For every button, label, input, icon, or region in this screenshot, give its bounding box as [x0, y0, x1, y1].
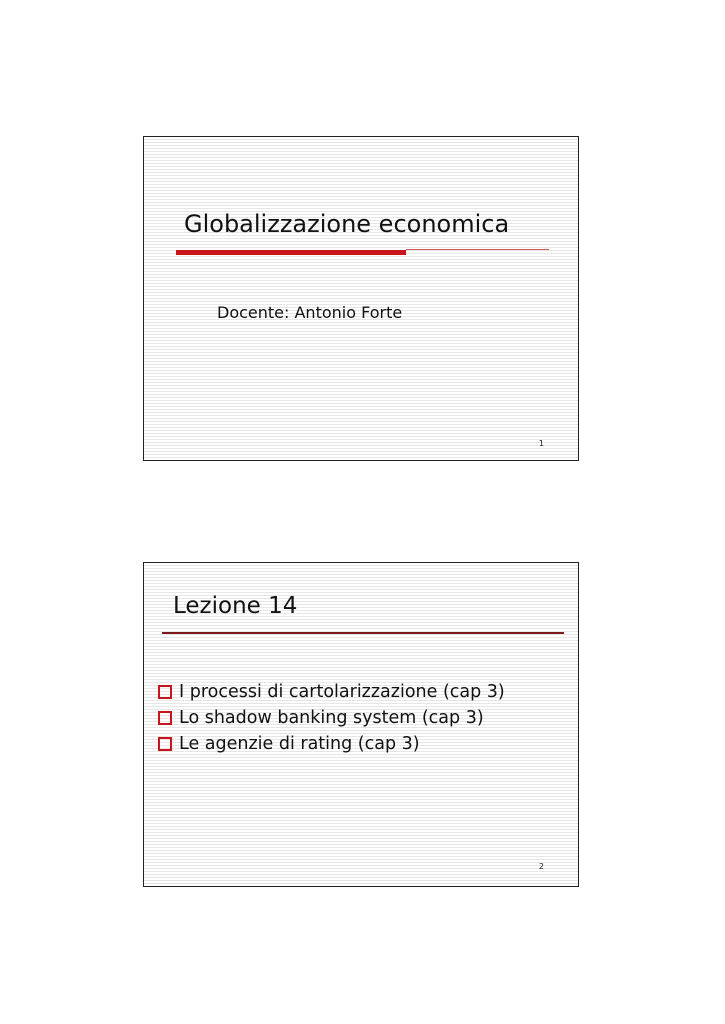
list-item: [158, 705, 505, 731]
title-underline-thin: [406, 249, 549, 250]
slide-title: Globalizzazione economica: [184, 210, 510, 238]
list-item-text: Lo shadow banking system (cap 3): [179, 708, 484, 728]
hollow-square-bullet-icon: [158, 711, 172, 725]
slide-2: [143, 562, 579, 887]
slide-1: [143, 136, 579, 461]
page-number: 1: [538, 439, 544, 448]
slide-title: Lezione 14: [173, 593, 298, 619]
hollow-square-bullet-icon: [158, 685, 172, 699]
list-item: [158, 731, 505, 757]
hollow-square-bullet-icon: [158, 737, 172, 751]
title-underline-accent: [176, 250, 406, 255]
title-underline: [162, 632, 564, 634]
bullet-list: [158, 679, 505, 757]
list-item-text: Le agenzie di rating (cap 3): [179, 734, 420, 754]
list-item-text: I processi di cartolarizzazione (cap 3): [179, 682, 505, 702]
page-number: 2: [538, 862, 544, 871]
list-item: [158, 679, 505, 705]
slide-subtitle: Docente: Antonio Forte: [217, 303, 403, 322]
